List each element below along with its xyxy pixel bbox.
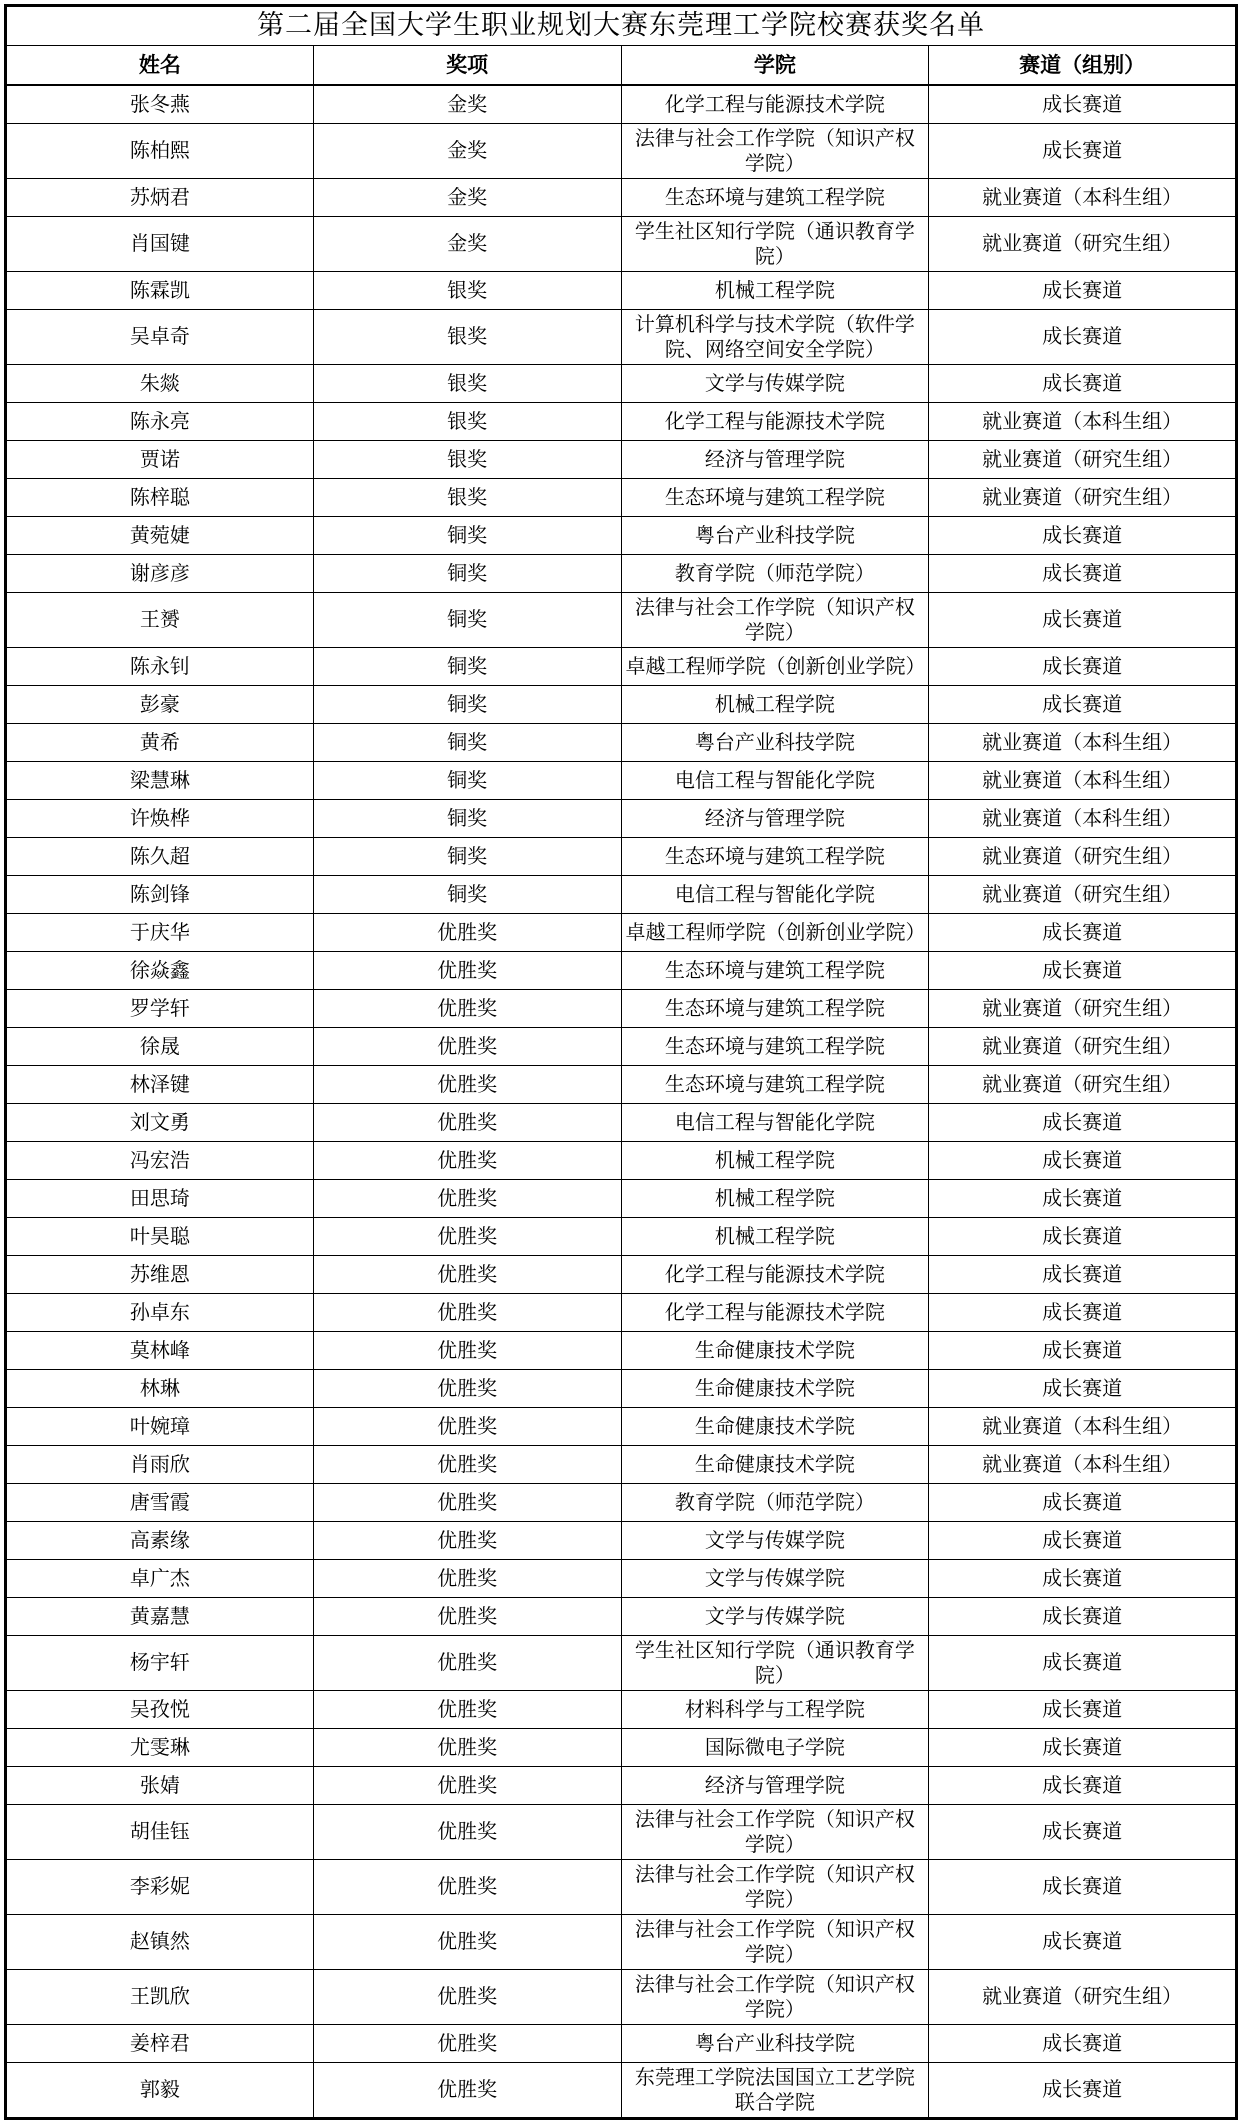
- cell-award: 优胜奖: [313, 1445, 621, 1483]
- cell-school: 化学工程与能源技术学院: [621, 1255, 929, 1293]
- cell-school: 学生社区知行学院（通识教育学院）: [621, 216, 929, 271]
- cell-school: 生态环境与建筑工程学院: [621, 1027, 929, 1065]
- cell-school: 国际微电子学院: [621, 1728, 929, 1766]
- cell-award: 优胜奖: [313, 913, 621, 951]
- cell-school: 文学与传媒学院: [621, 364, 929, 402]
- cell-school: 化学工程与能源技术学院: [621, 85, 929, 124]
- cell-award: 银奖: [313, 309, 621, 364]
- cell-track: 成长赛道: [929, 1179, 1237, 1217]
- cell-school: 法律与社会工作学院（知识产权学院）: [621, 1859, 929, 1914]
- cell-school: 法律与社会工作学院（知识产权学院）: [621, 592, 929, 647]
- cell-track: 就业赛道（本科生组）: [929, 178, 1237, 216]
- cell-name: 姜梓君: [6, 2024, 314, 2062]
- column-header-school: 学院: [621, 45, 929, 85]
- cell-name: 孙卓东: [6, 1293, 314, 1331]
- cell-award: 优胜奖: [313, 1969, 621, 2024]
- cell-name: 肖国键: [6, 216, 314, 271]
- cell-school: 生态环境与建筑工程学院: [621, 837, 929, 875]
- cell-track: 就业赛道（本科生组）: [929, 1445, 1237, 1483]
- cell-name: 黄嘉慧: [6, 1597, 314, 1635]
- cell-school: 机械工程学院: [621, 685, 929, 723]
- cell-track: 成长赛道: [929, 913, 1237, 951]
- cell-track: 就业赛道（研究生组）: [929, 1065, 1237, 1103]
- cell-track: 成长赛道: [929, 1331, 1237, 1369]
- cell-award: 优胜奖: [313, 1804, 621, 1859]
- table-row: [6, 1445, 1237, 1483]
- cell-name: 林琳: [6, 1369, 314, 1407]
- cell-school: 电信工程与智能化学院: [621, 875, 929, 913]
- table-row: [6, 1065, 1237, 1103]
- cell-name: 于庆华: [6, 913, 314, 951]
- cell-award: 银奖: [313, 271, 621, 309]
- table-row: [6, 761, 1237, 799]
- table-row: [6, 178, 1237, 216]
- cell-name: 陈梓聪: [6, 478, 314, 516]
- cell-award: 优胜奖: [313, 951, 621, 989]
- cell-school: 经济与管理学院: [621, 1766, 929, 1804]
- cell-track: 就业赛道（研究生组）: [929, 1027, 1237, 1065]
- cell-name: 梁慧琳: [6, 761, 314, 799]
- title-row: [6, 6, 1237, 46]
- cell-track: 成长赛道: [929, 1369, 1237, 1407]
- cell-track: 就业赛道（研究生组）: [929, 1969, 1237, 2024]
- cell-award: 优胜奖: [313, 1141, 621, 1179]
- cell-school: 教育学院（师范学院）: [621, 554, 929, 592]
- cell-school: 生命健康技术学院: [621, 1407, 929, 1445]
- cell-track: 成长赛道: [929, 2062, 1237, 2118]
- cell-award: 铜奖: [313, 761, 621, 799]
- table-row: [6, 554, 1237, 592]
- table-row: [6, 989, 1237, 1027]
- cell-award: 铜奖: [313, 592, 621, 647]
- cell-track: 成长赛道: [929, 1255, 1237, 1293]
- cell-track: 成长赛道: [929, 1217, 1237, 1255]
- cell-name: 叶昊聪: [6, 1217, 314, 1255]
- cell-track: 成长赛道: [929, 271, 1237, 309]
- table-row: [6, 1483, 1237, 1521]
- table-row: [6, 2024, 1237, 2062]
- cell-award: 优胜奖: [313, 1255, 621, 1293]
- column-header-track: 赛道（组别）: [929, 45, 1237, 85]
- table-row: [6, 951, 1237, 989]
- cell-award: 优胜奖: [313, 1597, 621, 1635]
- table-row: [6, 1293, 1237, 1331]
- cell-award: 银奖: [313, 402, 621, 440]
- award-list-table: [4, 4, 1238, 2120]
- cell-track: 就业赛道（研究生组）: [929, 478, 1237, 516]
- cell-name: 陈柏熙: [6, 123, 314, 178]
- cell-track: 就业赛道（本科生组）: [929, 402, 1237, 440]
- cell-track: 成长赛道: [929, 554, 1237, 592]
- cell-track: 成长赛道: [929, 1690, 1237, 1728]
- cell-name: 吴卓奇: [6, 309, 314, 364]
- table-row: [6, 592, 1237, 647]
- cell-school: 粤台产业科技学院: [621, 2024, 929, 2062]
- cell-track: 成长赛道: [929, 1766, 1237, 1804]
- cell-name: 朱燚: [6, 364, 314, 402]
- table-row: [6, 1407, 1237, 1445]
- cell-school: 文学与传媒学院: [621, 1521, 929, 1559]
- cell-school: 法律与社会工作学院（知识产权学院）: [621, 1914, 929, 1969]
- cell-track: 就业赛道（研究生组）: [929, 216, 1237, 271]
- cell-school: 法律与社会工作学院（知识产权学院）: [621, 1969, 929, 2024]
- cell-track: 成长赛道: [929, 1728, 1237, 1766]
- cell-school: 生命健康技术学院: [621, 1445, 929, 1483]
- cell-award: 金奖: [313, 123, 621, 178]
- cell-award: 优胜奖: [313, 1179, 621, 1217]
- cell-award: 铜奖: [313, 685, 621, 723]
- cell-school: 机械工程学院: [621, 271, 929, 309]
- cell-school: 电信工程与智能化学院: [621, 761, 929, 799]
- cell-school: 东莞理工学院法国国立工艺学院联合学院: [621, 2062, 929, 2118]
- cell-name: 李彩妮: [6, 1859, 314, 1914]
- cell-name: 徐焱鑫: [6, 951, 314, 989]
- cell-school: 电信工程与智能化学院: [621, 1103, 929, 1141]
- cell-award: 优胜奖: [313, 1217, 621, 1255]
- cell-track: 成长赛道: [929, 1103, 1237, 1141]
- cell-track: 成长赛道: [929, 1635, 1237, 1690]
- cell-name: 黄希: [6, 723, 314, 761]
- table-row: [6, 1331, 1237, 1369]
- table-row: [6, 685, 1237, 723]
- table-row: [6, 440, 1237, 478]
- cell-name: 陈霖凯: [6, 271, 314, 309]
- cell-school: 生态环境与建筑工程学院: [621, 478, 929, 516]
- table-row: [6, 913, 1237, 951]
- cell-name: 张冬燕: [6, 85, 314, 124]
- table-row: [6, 85, 1237, 124]
- cell-name: 杨宇轩: [6, 1635, 314, 1690]
- table-row: [6, 1859, 1237, 1914]
- cell-award: 优胜奖: [313, 1635, 621, 1690]
- table-row: [6, 2062, 1237, 2118]
- table-row: [6, 1369, 1237, 1407]
- table-row: [6, 647, 1237, 685]
- cell-track: 成长赛道: [929, 123, 1237, 178]
- cell-school: 粤台产业科技学院: [621, 723, 929, 761]
- cell-name: 尤雯琳: [6, 1728, 314, 1766]
- cell-award: 优胜奖: [313, 1766, 621, 1804]
- cell-award: 优胜奖: [313, 1859, 621, 1914]
- cell-school: 法律与社会工作学院（知识产权学院）: [621, 1804, 929, 1859]
- cell-name: 苏维恩: [6, 1255, 314, 1293]
- cell-award: 金奖: [313, 85, 621, 124]
- table-row: [6, 1690, 1237, 1728]
- cell-name: 胡佳钰: [6, 1804, 314, 1859]
- cell-name: 谢彦彦: [6, 554, 314, 592]
- table-row: [6, 1804, 1237, 1859]
- cell-school: 经济与管理学院: [621, 440, 929, 478]
- cell-name: 吴孜悦: [6, 1690, 314, 1728]
- cell-school: 教育学院（师范学院）: [621, 1483, 929, 1521]
- cell-school: 生态环境与建筑工程学院: [621, 951, 929, 989]
- cell-name: 陈永亮: [6, 402, 314, 440]
- cell-school: 经济与管理学院: [621, 799, 929, 837]
- cell-track: 就业赛道（研究生组）: [929, 875, 1237, 913]
- cell-school: 生命健康技术学院: [621, 1331, 929, 1369]
- cell-name: 王凯欣: [6, 1969, 314, 2024]
- cell-track: 成长赛道: [929, 1141, 1237, 1179]
- cell-track: 就业赛道（本科生组）: [929, 1407, 1237, 1445]
- cell-name: 陈久超: [6, 837, 314, 875]
- cell-award: 优胜奖: [313, 1065, 621, 1103]
- cell-name: 陈永钊: [6, 647, 314, 685]
- table-row: [6, 123, 1237, 178]
- cell-school: 化学工程与能源技术学院: [621, 1293, 929, 1331]
- cell-award: 铜奖: [313, 723, 621, 761]
- table-row: [6, 1914, 1237, 1969]
- table-row: [6, 309, 1237, 364]
- cell-school: 机械工程学院: [621, 1217, 929, 1255]
- table-row: [6, 1559, 1237, 1597]
- table-row: [6, 1728, 1237, 1766]
- cell-award: 优胜奖: [313, 989, 621, 1027]
- cell-track: 就业赛道（研究生组）: [929, 440, 1237, 478]
- cell-school: 文学与传媒学院: [621, 1597, 929, 1635]
- cell-award: 优胜奖: [313, 1728, 621, 1766]
- cell-award: 优胜奖: [313, 1369, 621, 1407]
- table-row: [6, 1217, 1237, 1255]
- table-row: [6, 1255, 1237, 1293]
- cell-award: 银奖: [313, 364, 621, 402]
- cell-track: 成长赛道: [929, 647, 1237, 685]
- table-row: [6, 1521, 1237, 1559]
- table-header-row: [6, 45, 1237, 85]
- cell-track: 成长赛道: [929, 85, 1237, 124]
- cell-school: 文学与传媒学院: [621, 1559, 929, 1597]
- cell-track: 成长赛道: [929, 1293, 1237, 1331]
- table-row: [6, 1027, 1237, 1065]
- cell-track: 就业赛道（本科生组）: [929, 723, 1237, 761]
- cell-award: 铜奖: [313, 837, 621, 875]
- cell-award: 金奖: [313, 178, 621, 216]
- cell-award: 优胜奖: [313, 1690, 621, 1728]
- cell-award: 优胜奖: [313, 2024, 621, 2062]
- cell-track: 成长赛道: [929, 1804, 1237, 1859]
- cell-award: 优胜奖: [313, 1483, 621, 1521]
- cell-name: 郭毅: [6, 2062, 314, 2118]
- cell-name: 卓广杰: [6, 1559, 314, 1597]
- cell-award: 优胜奖: [313, 2062, 621, 2118]
- cell-track: 就业赛道（研究生组）: [929, 989, 1237, 1027]
- table-body: [6, 85, 1237, 2119]
- cell-name: 林泽键: [6, 1065, 314, 1103]
- cell-track: 就业赛道（本科生组）: [929, 799, 1237, 837]
- cell-name: 罗学轩: [6, 989, 314, 1027]
- cell-school: 生态环境与建筑工程学院: [621, 178, 929, 216]
- cell-name: 王赟: [6, 592, 314, 647]
- table-row: [6, 271, 1237, 309]
- table-row: [6, 1141, 1237, 1179]
- cell-track: 成长赛道: [929, 1859, 1237, 1914]
- table-row: [6, 516, 1237, 554]
- cell-name: 彭豪: [6, 685, 314, 723]
- cell-award: 优胜奖: [313, 1407, 621, 1445]
- cell-award: 金奖: [313, 216, 621, 271]
- cell-award: 优胜奖: [313, 1027, 621, 1065]
- column-header-name: 姓名: [6, 45, 314, 85]
- cell-name: 苏炳君: [6, 178, 314, 216]
- table-row: [6, 1766, 1237, 1804]
- table-row: [6, 875, 1237, 913]
- cell-award: 优胜奖: [313, 1103, 621, 1141]
- cell-name: 张婧: [6, 1766, 314, 1804]
- cell-track: 成长赛道: [929, 2024, 1237, 2062]
- cell-school: 化学工程与能源技术学院: [621, 402, 929, 440]
- cell-award: 铜奖: [313, 516, 621, 554]
- cell-name: 肖雨欣: [6, 1445, 314, 1483]
- table-row: [6, 216, 1237, 271]
- cell-school: 机械工程学院: [621, 1179, 929, 1217]
- cell-school: 生态环境与建筑工程学院: [621, 989, 929, 1027]
- column-header-award: 奖项: [313, 45, 621, 85]
- cell-award: 银奖: [313, 440, 621, 478]
- cell-name: 黄菀婕: [6, 516, 314, 554]
- cell-name: 陈剑锋: [6, 875, 314, 913]
- cell-name: 唐雪霞: [6, 1483, 314, 1521]
- cell-school: 机械工程学院: [621, 1141, 929, 1179]
- table-row: [6, 1635, 1237, 1690]
- cell-name: 田思琦: [6, 1179, 314, 1217]
- cell-track: 成长赛道: [929, 1914, 1237, 1969]
- cell-school: 卓越工程师学院（创新创业学院）: [621, 913, 929, 951]
- cell-name: 徐晟: [6, 1027, 314, 1065]
- table-row: [6, 364, 1237, 402]
- cell-track: 成长赛道: [929, 309, 1237, 364]
- cell-award: 优胜奖: [313, 1914, 621, 1969]
- cell-track: 成长赛道: [929, 516, 1237, 554]
- cell-award: 铜奖: [313, 799, 621, 837]
- cell-award: 优胜奖: [313, 1331, 621, 1369]
- cell-school: 学生社区知行学院（通识教育学院）: [621, 1635, 929, 1690]
- cell-award: 铜奖: [313, 875, 621, 913]
- cell-track: 成长赛道: [929, 951, 1237, 989]
- cell-track: 就业赛道（研究生组）: [929, 837, 1237, 875]
- cell-track: 成长赛道: [929, 1559, 1237, 1597]
- cell-award: 银奖: [313, 478, 621, 516]
- table-row: [6, 1179, 1237, 1217]
- cell-name: 冯宏浩: [6, 1141, 314, 1179]
- cell-name: 刘文勇: [6, 1103, 314, 1141]
- table-row: [6, 1597, 1237, 1635]
- cell-track: 成长赛道: [929, 592, 1237, 647]
- cell-name: 莫林峰: [6, 1331, 314, 1369]
- cell-school: 粤台产业科技学院: [621, 516, 929, 554]
- cell-track: 成长赛道: [929, 1521, 1237, 1559]
- cell-award: 铜奖: [313, 647, 621, 685]
- cell-track: 成长赛道: [929, 1597, 1237, 1635]
- cell-name: 高素缘: [6, 1521, 314, 1559]
- cell-name: 贾诺: [6, 440, 314, 478]
- cell-award: 优胜奖: [313, 1293, 621, 1331]
- cell-award: 铜奖: [313, 554, 621, 592]
- page-title: 第二届全国大学生职业规划大赛东莞理工学院校赛获奖名单: [6, 6, 1237, 46]
- table-row: [6, 837, 1237, 875]
- cell-award: 优胜奖: [313, 1521, 621, 1559]
- cell-school: 生命健康技术学院: [621, 1369, 929, 1407]
- table-row: [6, 799, 1237, 837]
- table-row: [6, 1969, 1237, 2024]
- cell-name: 叶婉璋: [6, 1407, 314, 1445]
- cell-name: 赵镇然: [6, 1914, 314, 1969]
- table-row: [6, 478, 1237, 516]
- cell-track: 成长赛道: [929, 685, 1237, 723]
- table-row: [6, 723, 1237, 761]
- cell-school: 法律与社会工作学院（知识产权学院）: [621, 123, 929, 178]
- cell-award: 优胜奖: [313, 1559, 621, 1597]
- cell-school: 生态环境与建筑工程学院: [621, 1065, 929, 1103]
- cell-school: 材料科学与工程学院: [621, 1690, 929, 1728]
- cell-track: 就业赛道（本科生组）: [929, 761, 1237, 799]
- cell-school: 卓越工程师学院（创新创业学院）: [621, 647, 929, 685]
- cell-track: 成长赛道: [929, 364, 1237, 402]
- table-row: [6, 1103, 1237, 1141]
- cell-track: 成长赛道: [929, 1483, 1237, 1521]
- cell-school: 计算机科学与技术学院（软件学院、网络空间安全学院）: [621, 309, 929, 364]
- table-row: [6, 402, 1237, 440]
- cell-name: 许焕桦: [6, 799, 314, 837]
